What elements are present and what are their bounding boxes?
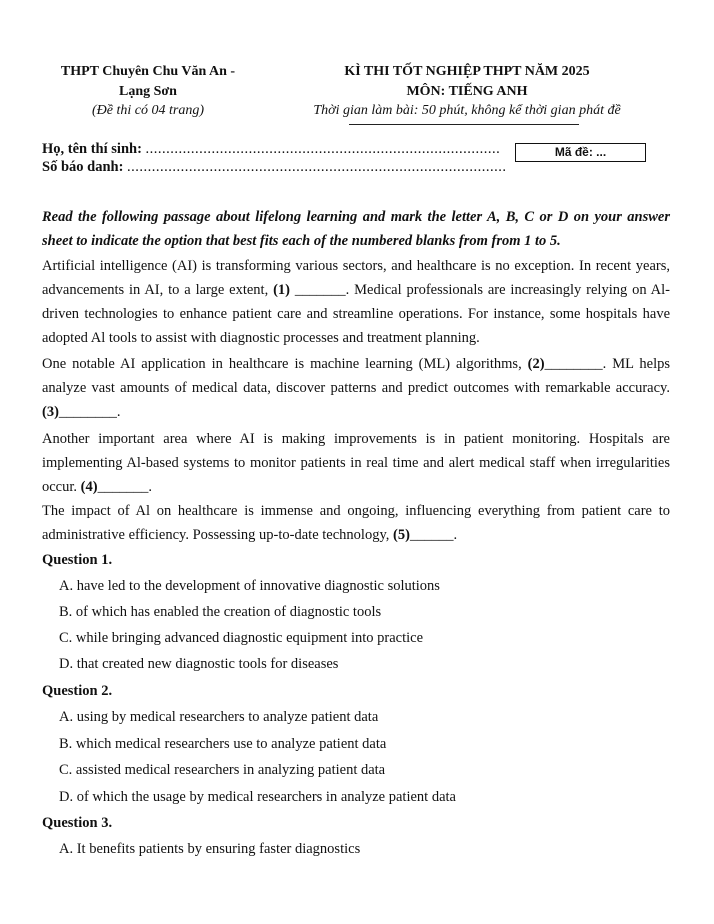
p1-text-after: . Medical professionals are increasingly relying on Al-driven technologies to enhance patient care and streamline operations. For instance, some hospitals have adopted Al tools to assist with diagnostic processes and treatment planning. (42, 282, 670, 346)
candidate-name-label: Họ, tên thí sinh: (42, 141, 142, 157)
question-1-option-d[interactable]: D. that created new diagnostic tools for diseases (59, 656, 339, 672)
p2-text-middle: . ML helps analyze vast amounts of medical data, discover patterns and predict outcomes with remarkable accuracy. (42, 356, 670, 396)
question-2-option-b[interactable]: B. which medical researchers use to analyze patient data (59, 736, 387, 752)
p1-text-before: Artificial intelligence (AI) is transforming various sectors, and healthcare is no exception. In recent years, advancements in AI, to a large extent, (42, 258, 670, 298)
p3-text-before: Another important area where AI is making improvements is in patient monitoring. Hospitals are implementing Al-based systems to monitor patients in real time and alert medical staff when irregularities occur. (42, 431, 670, 495)
blank-3[interactable]: ________ (58, 404, 117, 420)
instruction-block (42, 205, 670, 253)
candidate-id-label: Số báo danh: (42, 159, 124, 175)
blank-number-2: (2) (527, 356, 545, 372)
blank-4[interactable]: _______ (97, 479, 149, 495)
question-1-title: Question 1. (42, 552, 113, 568)
blank-1[interactable]: _______ (290, 282, 346, 298)
province-name: Lạng Sơn (119, 84, 177, 99)
exam-code-box: Mã đề: ... (515, 143, 646, 162)
blank-number-1: (1) (273, 282, 290, 298)
candidate-id-dots: ............................................................................................ (127, 159, 507, 175)
passage-paragraph-3 (42, 427, 670, 499)
blank-number-5: (5) (393, 527, 410, 543)
question-1-option-a[interactable]: A. have led to the development of innovative diagnostic solutions (59, 578, 440, 594)
p3-text-after: . (148, 479, 152, 495)
question-3-title: Question 3. (42, 815, 113, 831)
question-1-option-c[interactable]: C. while bringing advanced diagnostic equipment into practice (59, 630, 424, 646)
header-divider (349, 124, 579, 125)
candidate-id-field[interactable] (42, 159, 507, 176)
subject-title: MÔN: TIẾNG ANH (406, 84, 528, 99)
blank-number-4: (4) (80, 479, 98, 495)
exam-title: KÌ THI TỐT NGHIỆP THPT NĂM 2025 (344, 64, 590, 79)
candidate-name-field[interactable] (42, 141, 500, 158)
question-2-option-c[interactable]: C. assisted medical researchers in analyzing patient data (59, 762, 386, 778)
pages-note: (Đề thi có 04 trang) (92, 103, 204, 118)
passage-paragraph-2 (42, 352, 670, 424)
passage-paragraph-1 (42, 254, 670, 350)
passage-paragraph-4 (42, 499, 670, 547)
p4-text-after: . (453, 527, 458, 543)
question-3-option-a[interactable]: A. It benefits patients by ensuring faster diagnostics (59, 841, 361, 857)
blank-5[interactable]: ______ (409, 527, 454, 543)
blank-2[interactable]: ________ (544, 356, 603, 372)
time-note: Thời gian làm bài: 50 phút, không kể thời gian phát đề (313, 103, 621, 118)
candidate-name-dots: ...................................................................................... (145, 141, 501, 157)
question-2-option-d[interactable]: D. of which the usage by medical researchers in analyze patient data (59, 789, 456, 805)
instruction-text: Read the following passage about lifelong learning and mark the letter A, B, C or D on your answer sheet to indicate the option that best fits each of the numbered blanks from from 1 to 5. (42, 209, 670, 249)
blank-number-3: (3) (42, 404, 59, 420)
p4-text-before: The impact of Al on healthcare is immense and ongoing, influencing everything from patient care to administrative efficiency. Possessing up-to-date technology, (42, 503, 670, 543)
p2-text-after: . (116, 404, 121, 420)
question-2-option-a[interactable]: A. using by medical researchers to analyze patient data (59, 709, 379, 725)
p2-text-before: One notable AI application in healthcare is machine learning (ML) algorithms, (42, 356, 528, 372)
school-name: THPT Chuyên Chu Văn An - (60, 64, 236, 79)
question-1-option-b[interactable]: B. of which has enabled the creation of diagnostic tools (59, 604, 382, 620)
passage (42, 254, 670, 547)
question-2-title: Question 2. (42, 683, 113, 699)
